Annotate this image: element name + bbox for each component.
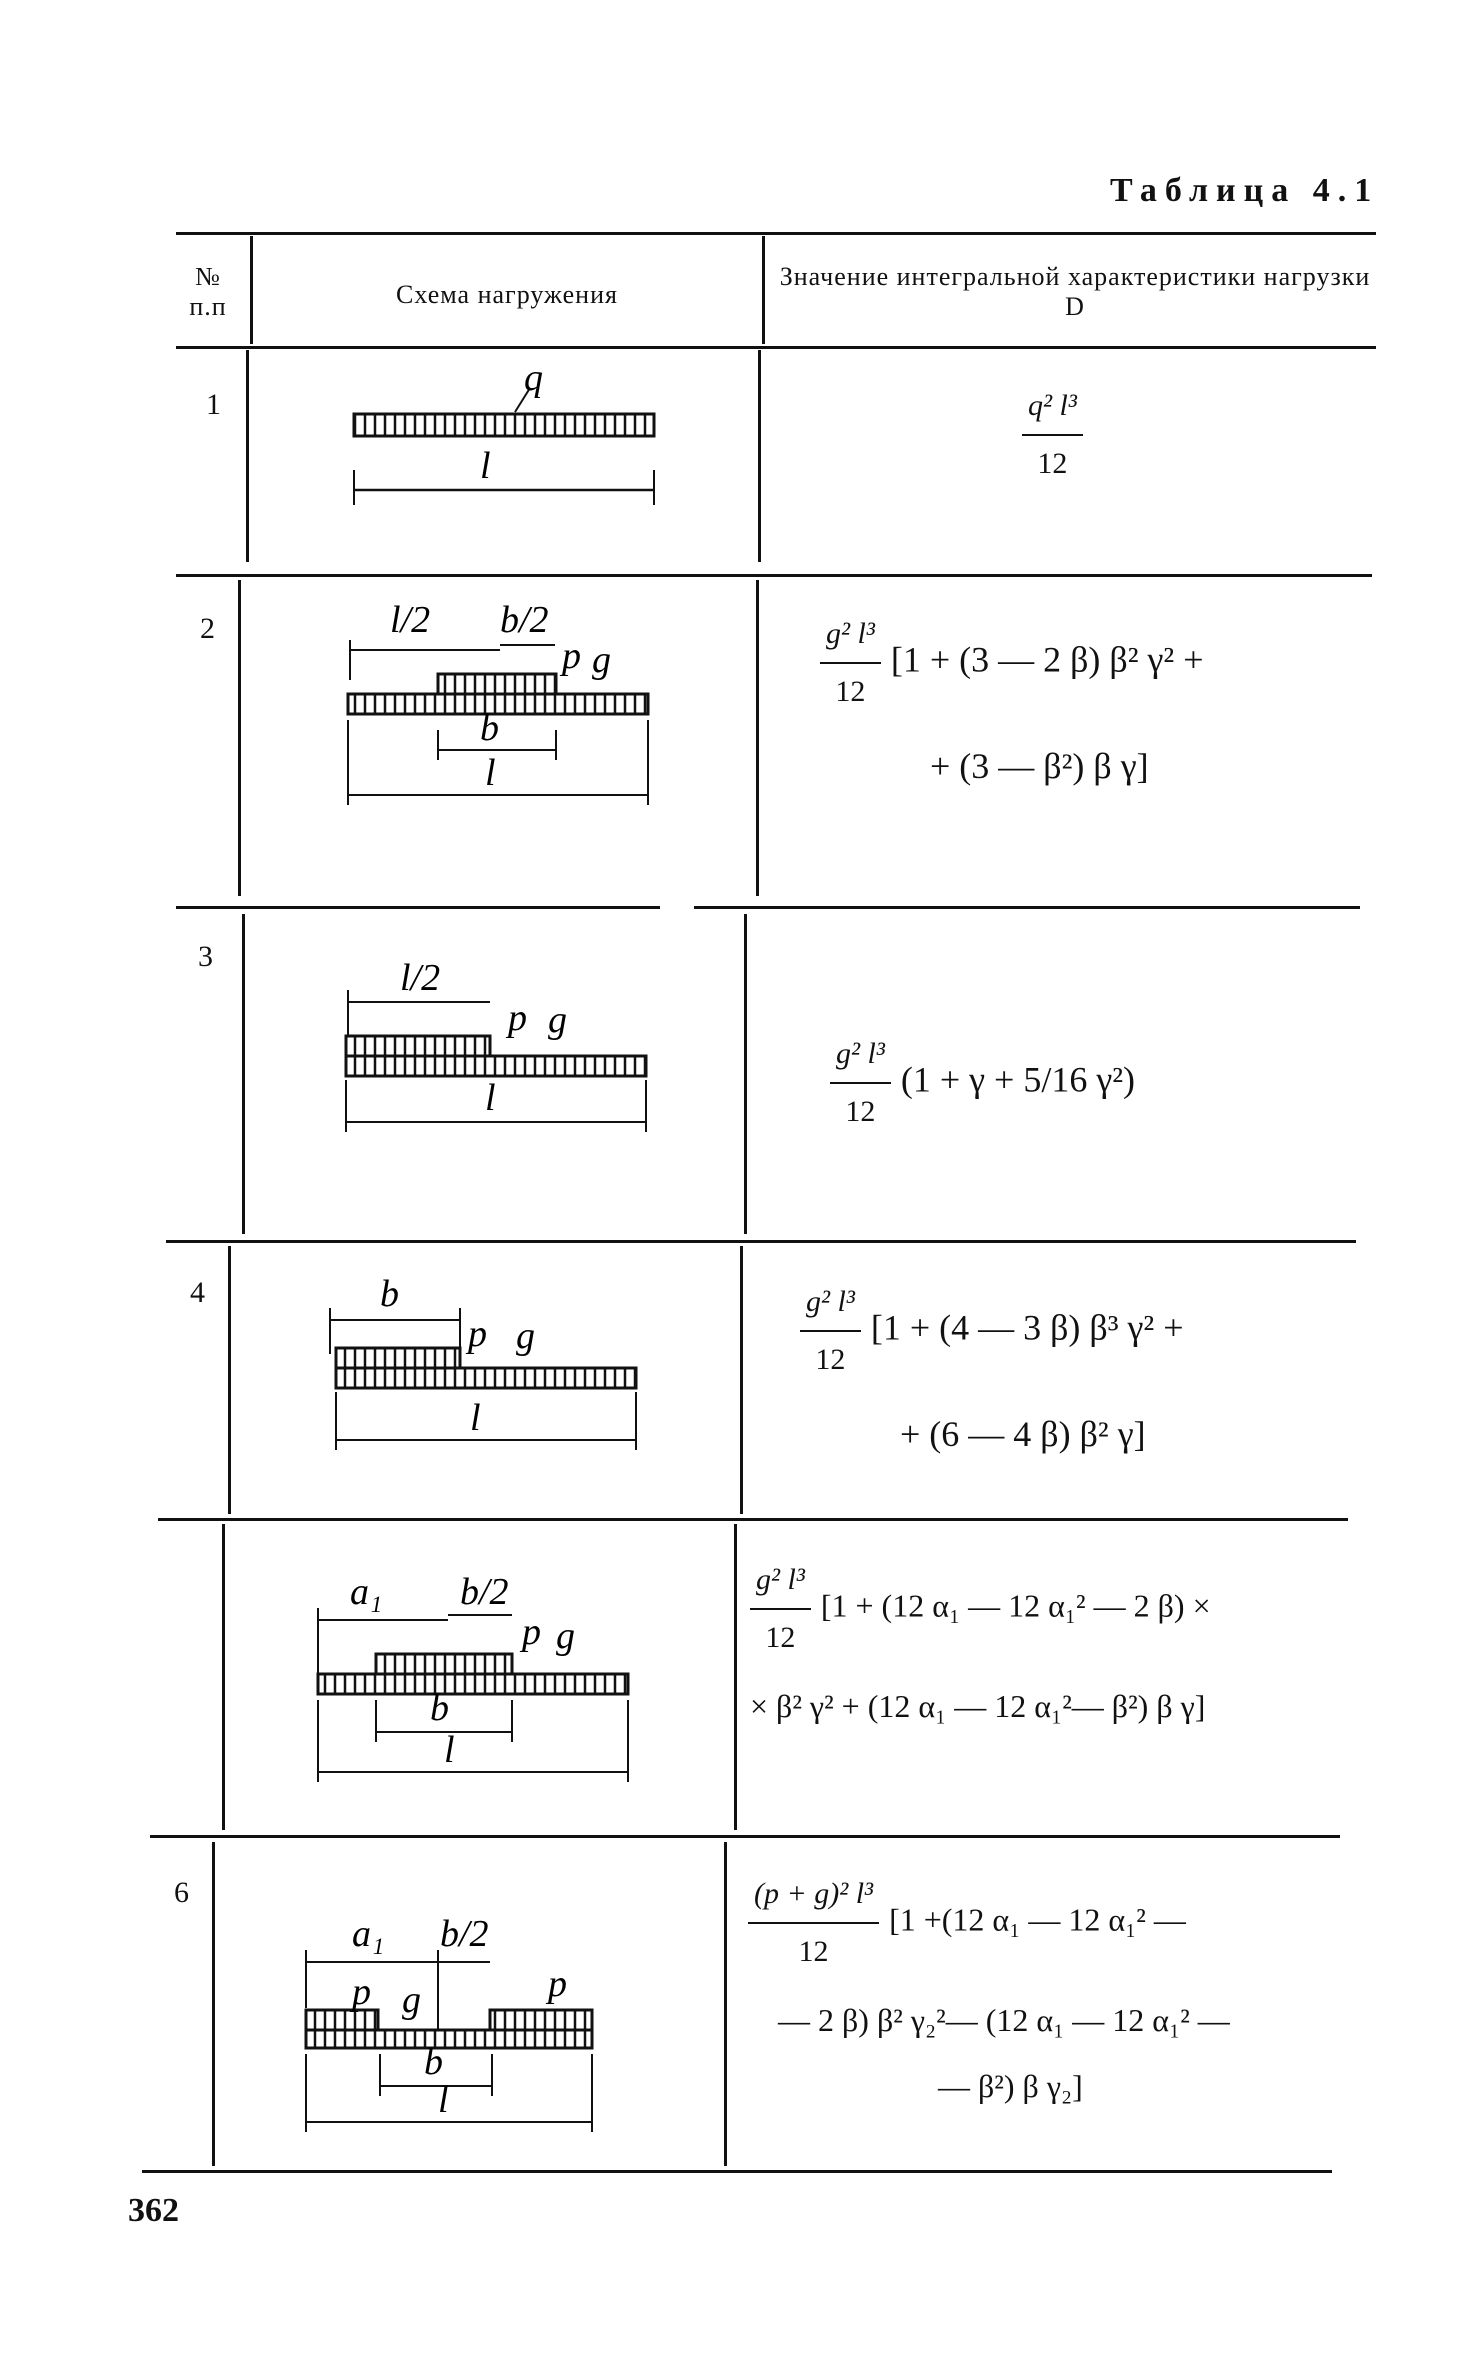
label-a1: a₁	[350, 1571, 383, 1613]
label-g: g	[592, 639, 611, 681]
row-divider	[694, 906, 1360, 909]
fraction	[800, 1278, 861, 1384]
label-l: l	[480, 445, 491, 487]
numerator: (p + g)² l³	[748, 1870, 879, 1924]
label-l: l	[438, 2079, 449, 2121]
fraction	[830, 1030, 891, 1136]
numerator: g² l³	[830, 1030, 891, 1084]
row-divider	[176, 906, 660, 909]
label-p: p	[562, 635, 581, 677]
header-scheme: Схема нагружения	[396, 280, 618, 309]
formula-line: [1 +(12 α₁ — 12 α₁² —	[889, 1901, 1186, 1938]
row-divider	[176, 574, 1372, 577]
label-p: p	[508, 997, 527, 1039]
column-rule	[758, 350, 761, 562]
label-l-half: l/2	[390, 599, 431, 641]
header-number: № п.п	[189, 262, 227, 321]
load-diagram-3	[330, 960, 670, 1140]
table-top-rule	[176, 232, 1376, 235]
denominator: 12	[798, 1935, 829, 1968]
row-number: 4	[190, 1276, 205, 1309]
formula-line: — 2 β) β² γ₂²— (12 α₁ — 12 α₁² —	[778, 2002, 1230, 2038]
fraction	[1022, 382, 1083, 488]
formula-row-1	[1022, 382, 1093, 488]
label-l: l	[470, 1397, 481, 1439]
formula-line: × β² γ² + (12 α₁ — 12 α₁²— β²) β γ]	[750, 1688, 1206, 1724]
load-diagram-2	[330, 590, 670, 820]
label-b-half: b/2	[500, 599, 549, 641]
fraction	[750, 1556, 811, 1662]
formula-row-4	[800, 1278, 1184, 1458]
label-g: g	[402, 1979, 421, 2021]
column-rule	[762, 236, 765, 344]
formula-line: (1 + γ + 5/16 γ²)	[900, 1059, 1136, 1100]
denominator: 12	[1037, 447, 1068, 480]
label-p: p	[522, 1611, 541, 1653]
column-rule	[242, 914, 245, 1234]
load-diagram-6	[300, 1900, 640, 2140]
column-rule	[756, 580, 759, 896]
label-b: b	[380, 1273, 399, 1315]
formula-row-3	[830, 1030, 1135, 1136]
row-number: 3	[198, 940, 213, 973]
formula-line: + (6 — 4 β) β² γ]	[900, 1414, 1146, 1454]
column-rule	[246, 350, 249, 562]
table-bottom-rule	[142, 2170, 1332, 2173]
formula-row-5	[750, 1556, 1211, 1730]
row-divider	[150, 1835, 1340, 1838]
label-l-half: l/2	[400, 960, 441, 999]
row-divider	[166, 1240, 1356, 1243]
formula-line: — β²) β γ₂]	[938, 2068, 1083, 2104]
column-rule	[734, 1524, 737, 1830]
label-g: g	[548, 999, 567, 1041]
fraction	[748, 1870, 879, 1976]
column-rule	[740, 1246, 743, 1514]
column-rule	[228, 1246, 231, 1514]
fraction	[820, 610, 881, 716]
header-value: Значение интегральной характеристики нагрузки D	[779, 262, 1371, 321]
formula-line: + (3 — β²) β γ]	[930, 746, 1149, 786]
label-q: q	[524, 360, 543, 399]
page-number: 362	[128, 2192, 179, 2229]
column-rule	[222, 1524, 225, 1830]
numerator: g² l³	[800, 1278, 861, 1332]
column-rule	[212, 1842, 215, 2166]
label-b: b	[424, 2041, 443, 2083]
label-b: b	[480, 707, 499, 749]
formula-row-6	[748, 1870, 1230, 2110]
numerator: g² l³	[820, 610, 881, 664]
label-b: b	[430, 1687, 449, 1729]
header-bottom-rule	[176, 346, 1376, 349]
label-p-right: p	[548, 1963, 567, 2005]
formula-line: [1 + (12 α₁ — 12 α₁² — 2 β) ×	[820, 1587, 1211, 1624]
denominator: 12	[845, 1095, 876, 1128]
numerator: q² l³	[1022, 382, 1083, 436]
label-l: l	[485, 1077, 496, 1119]
label-a1: a₁	[352, 1913, 385, 1955]
row-divider	[158, 1518, 1348, 1521]
label-b-half: b/2	[440, 1913, 489, 1955]
load-diagram-1	[330, 360, 680, 520]
denominator: 12	[815, 1343, 846, 1376]
row-number: 1	[206, 388, 221, 421]
column-rule	[724, 1842, 727, 2166]
label-g: g	[556, 1615, 575, 1657]
denominator: 12	[835, 675, 866, 708]
label-p: p	[468, 1313, 487, 1355]
label-p: p	[352, 1971, 371, 2013]
label-b-half: b/2	[460, 1571, 509, 1613]
column-rule	[238, 580, 241, 896]
numerator: g² l³	[750, 1556, 811, 1610]
label-l: l	[444, 1729, 455, 1771]
formula-line: [1 + (3 — 2 β) β² γ² +	[890, 639, 1204, 680]
row-number: 6	[174, 1876, 189, 1909]
load-diagram-4	[320, 1270, 660, 1460]
load-diagram-5	[310, 1570, 650, 1790]
label-l: l	[485, 752, 496, 794]
column-rule	[744, 914, 747, 1234]
formula-row-2	[820, 610, 1204, 790]
table-title: Таблица 4.1	[1110, 172, 1380, 209]
row-number: 2	[200, 612, 215, 645]
formula-line: [1 + (4 — 3 β) β³ γ² +	[870, 1307, 1184, 1348]
label-g: g	[516, 1315, 535, 1357]
denominator: 12	[765, 1621, 796, 1654]
column-rule	[250, 236, 253, 344]
